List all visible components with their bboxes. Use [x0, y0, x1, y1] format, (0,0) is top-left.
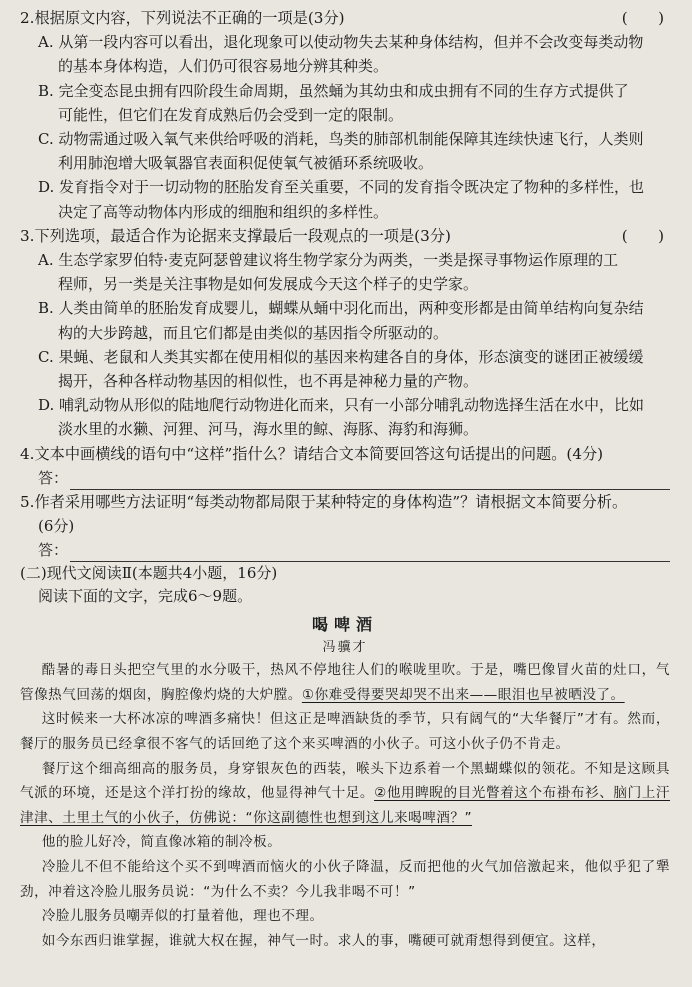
answer-line[interactable]	[70, 472, 670, 490]
option-c: C. 果蝇、老鼠和人类其实都在使用相似的基因来构建各自的身体，形态演变的谜团正被缓缓 揭开，各种各样动物基因的相似性，也不再是神秘力量的产物。	[38, 347, 644, 391]
story-title: 喝啤酒	[311, 615, 378, 635]
option-a: A. 从第一段内容可以看出，退化现象可以使动物失去某种身体结构，但并不会改变每类动物 的基本身体构造，人们仍可很容易地分辨其种类。	[38, 33, 644, 76]
answer-bracket: ( )	[621, 226, 664, 245]
answer-row	[20, 466, 670, 490]
option-a: A. 生态学家罗伯特·麦克阿瑟曾建议将生物学家分为两类，一类是探寻事物运作原理的工 程师，另一类是关注事物是如何发展成今天这个样子的史学家。	[38, 251, 619, 294]
story-author: 冯骥才	[322, 640, 368, 656]
option-b: B. 完全变态昆虫拥有四阶段生命周期，虽然蛹为其幼虫和成虫拥有不同的生存方式提供了 可能性，但它们在发育成熟后仍会受到一定的限制。	[38, 81, 629, 124]
option-b: B. 人类由简单的胚胎发育成婴儿，蝴蝶从蛹中羽化而出，两种变形都是由简单结构向复杂结 构的大步跨越，而且它们都是由类似的基因指令所驱动的。	[38, 299, 644, 342]
question-2-stem: 2.根据原文内容，下列说法不正确的一项是(3分)	[20, 9, 345, 27]
story-paragraph: 这时候来一大杯冰凉的啤酒多痛快！但这正是啤酒缺货的季节，只有阔气的“大华餐厅”才有。然而，餐厅的服务员已经拿很不客气的话回绝了这个来买啤酒的小伙子。可这小伙子仍不肯走。	[20, 711, 670, 753]
section-heading: (二)现代文阅读Ⅱ(本题共4小题，16分)	[20, 564, 278, 583]
story-paragraph: 他的脸儿好冷，简直像冰箱的制冷板。	[41, 834, 282, 851]
answer-row	[20, 538, 670, 562]
option-c: C. 动物需通过吸入氧气来供给呼吸的消耗，鸟类的肺部机制能保障其连续快速飞行，人类则 利用肺泡增大吸氧器官表面积促使氧气被循环系统吸收。	[38, 130, 644, 173]
question-2	[20, 6, 670, 224]
option-d: D. 发育指令对于一切动物的胚胎发育至关重要，不同的发育指令既决定了物种的多样性，也 决定了高等动物体内形成的细胞和组织的多样性。	[38, 178, 645, 221]
story-paragraph: 酷暑的毒日头把空气里的水分吸干，热风不停地往人们的喉咙里吹。于是，嘴巴像冒火苗的灶口，气管像热气回荡的烟囱，胸腔像灼烧的大炉膛。①你难受得要哭却哭不出来——眼泪也早被晒没了。	[20, 662, 670, 703]
story-paragraph: 餐厅这个细高细高的服务员，身穿银灰色的西装，喉头下边系着一个黑蝴蝶似的领花。不知是这顾具气派的环境，还是这个洋打扮的缘故，他显得神气十足。②他用睥睨的目光瞥着这个布褂布衫、脑门上汗津津、土里土气的小伙子，仿佛说：“你这副德性也想到这儿来喝啤酒？”	[20, 760, 670, 826]
question-4	[20, 442, 670, 490]
section-instruction: 阅读下面的文字，完成6～9题。	[38, 587, 253, 606]
underlined-sentence: ②他用睥睨的目光瞥着这个布褂布衫、脑门上汗津津、土里土气的小伙子，仿佛说：“你这副德性也想到这儿来喝啤酒？”	[20, 785, 670, 826]
answer-line[interactable]	[70, 544, 670, 562]
question-4-stem: 4.文本中画横线的语句中“这样”指什么？请结合文本简要回答这句话提出的问题。(4分)	[20, 444, 604, 463]
underlined-sentence: ①你难受得要哭却哭不出来——眼泪也早被晒没了。	[301, 686, 625, 703]
story-paragraph: 冷脸儿服务员嘲弄似的打量着他，理也不理。	[41, 908, 324, 925]
question-3	[20, 224, 670, 442]
answer-bracket: ( )	[621, 9, 664, 27]
answer-label: 答：	[38, 468, 69, 487]
question-5: 5.作者采用哪些方法证明“每类动物都局限于某种特定的身体构造”？请根据文本简要分析。 (6分) 答：	[20, 490, 670, 562]
option-d: D. 哺乳动物从形似的陆地爬行动物进化而来，只有一小部分哺乳动物选择生活在水中，比如 淡水里的水獭、河狸、河马，海水里的鲸、海豚、海豹和海狮。	[38, 396, 645, 439]
answer-label: 答：	[38, 541, 69, 560]
question-5-stem: 5.作者采用哪些方法证明“每类动物都局限于某种特定的身体构造”？请根据文本简要分析。	[20, 492, 628, 511]
question-3-stem: 3.下列选项，最适合作为论据来支撑最后一段观点的一项是(3分)	[20, 226, 451, 245]
story-paragraph: 如今东西归谁掌握，谁就大权在握，神气一时。求人的事，嘴硬可就甭想得到便宜。这样，	[41, 932, 606, 949]
story-paragraph: 冷脸儿不但不能给这个买不到啤酒而恼火的小伙子降温，反而把他的火气加倍激起来，他似乎犯了犟劲，冲着这冷脸儿服务员说：“为什么不卖？今儿我非喝不可！”	[20, 859, 670, 900]
